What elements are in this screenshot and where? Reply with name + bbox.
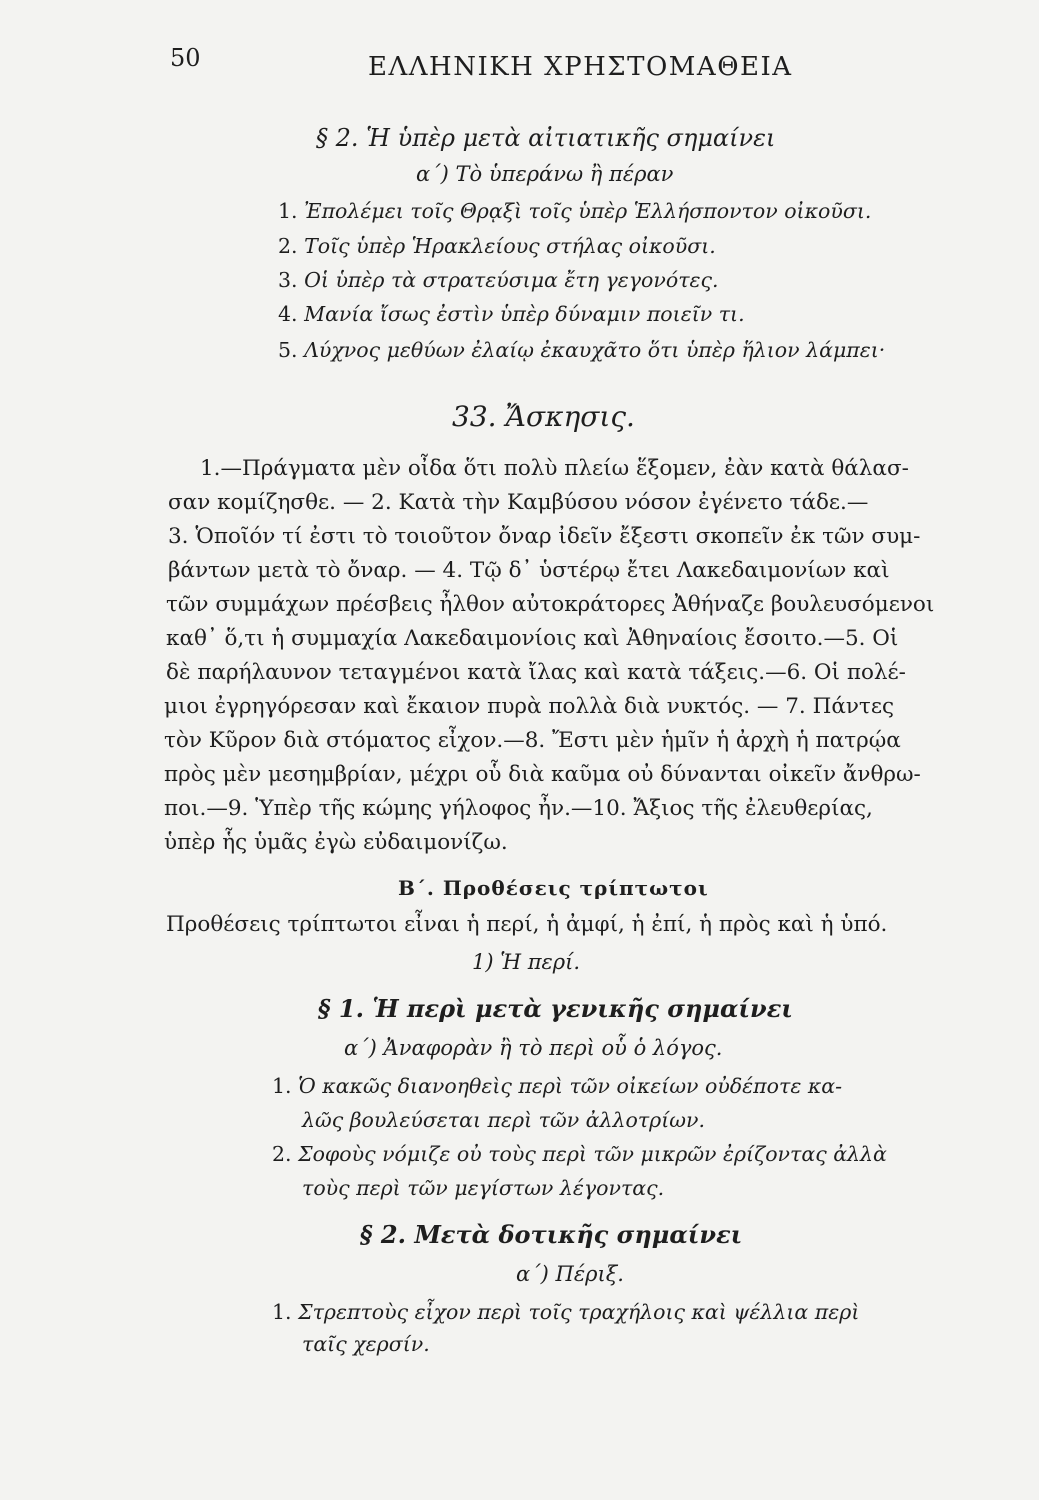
example-line: 4. Μανία ἴσως ἐστὶν ὑπὲρ δύναμιν ποιεῖν τι. xyxy=(278,302,745,326)
page-number: 50 xyxy=(170,44,201,72)
exercise-line: 1.—Πράγματα μὲν οἶδα ὅτι πολὺ πλείω ἕξομεν, ἐὰν κατὰ θάλασ- xyxy=(200,456,909,481)
exercise-line: ποι.—9. Ὑπὲρ τῆς κώμης γήλοφος ἦν.—10. Ἄξιος τῆς ἐλευθερίας, xyxy=(164,796,873,821)
section-heading-hyper: § 2. Ἡ ὑπὲρ μετὰ αἰτιατικῆς σημαίνει xyxy=(316,124,776,152)
example-line-continued: τοὺς περὶ τῶν μεγίστων λέγοντας. xyxy=(302,1176,665,1200)
subheading-peri-dative: α΄) Πέριξ. xyxy=(516,1262,624,1286)
example-line: 1. Στρεπτοὺς εἶχον περὶ τοῖς τραχήλοις καὶ ψέλλια περὶ xyxy=(272,1300,860,1324)
exercise-line: καθ᾽ ὅ,τι ἡ συμμαχία Λακεδαιμονίοις καὶ Ἀθηναίοις ἔσοιτο.—5. Οἱ xyxy=(166,626,899,651)
section-heading-peri-dative: § 2. Μετὰ δοτικῆς σημαίνει xyxy=(360,1220,743,1249)
running-title: ΕΛΛΗΝΙΚΗ ΧΡΗΣΤΟΜΑΘΕΙΑ xyxy=(368,52,793,82)
exercise-line: ὑπὲρ ἧς ὑμᾶς ἐγὼ εὐδαιμονίζω. xyxy=(164,830,508,855)
subheading-peri-genitive: α΄) Ἀναφορὰν ἢ τὸ περὶ οὗ ὁ λόγος. xyxy=(344,1036,723,1060)
example-line: 5. Λύχνος μεθύων ἐλαίῳ ἐκαυχᾶτο ὅτι ὑπὲρ ἥλιον λάμπει· xyxy=(278,338,886,362)
example-line: 3. Οἱ ὑπὲρ τὰ στρατεύσιμα ἔτη γεγονότες. xyxy=(278,268,719,292)
exercise-line: σαν κομίζησθε. — 2. Κατὰ τὴν Καμβύσου νόσον ἐγένετο τάδε.— xyxy=(168,490,869,515)
exercise-line: βάντων μετὰ τὸ ὄναρ. — 4. Τῷ δ᾽ ὑστέρῳ ἔτει Λακεδαιμονίων καὶ xyxy=(168,558,890,583)
example-line-continued: ταῖς χερσίν. xyxy=(302,1332,430,1356)
section-heading-peri-genitive: § 1. Ἡ περὶ μετὰ γενικῆς σημαίνει xyxy=(318,994,793,1023)
exercise-line: τῶν συμμάχων πρέσβεις ἦλθον αὐτοκράτορες Ἀθήναζε βουλευσόμενοι xyxy=(166,592,935,617)
exercise-line: μιοι ἐγρηγόρεσαν καὶ ἔκαιον πυρὰ πολλὰ διὰ νυκτός. — 7. Πάντες xyxy=(164,694,895,719)
part-b-subheading: 1) Ἡ περί. xyxy=(472,950,581,974)
exercise-line: πρὸς μὲν μεσημβρίαν, μέχρι οὗ διὰ καῦμα οὐ δύνανται οἰκεῖν ἄνθρω- xyxy=(164,762,921,787)
example-line: 2. Σοφοὺς νόμιζε οὐ τοὺς περὶ τῶν μικρῶν ἐρίζοντας ἀλλὰ xyxy=(272,1142,887,1166)
part-b-intro: Προθέσεις τρίπτωτοι εἶναι ἡ περί, ἡ ἀμφί, ἡ ἐπί, ἡ πρὸς καὶ ἡ ὑπό. xyxy=(166,912,888,937)
example-line-continued: λῶς βουλεύσεται περὶ τῶν ἀλλοτρίων. xyxy=(302,1108,705,1132)
part-b-heading: Β΄. Προθέσεις τρίπτωτοι xyxy=(398,876,709,900)
example-line: 1. Ὁ κακῶς διανοηθεὶς περὶ τῶν οἰκείων οὐδέποτε κα- xyxy=(272,1074,843,1098)
exercise-line: δὲ παρήλαυνον τεταγμένοι κατὰ ἴλας καὶ κατὰ τάξεις.—6. Οἱ πολέ- xyxy=(166,660,906,685)
exercise-line: 3. Ὁποῖόν τί ἐστι τὸ τοιοῦτον ὄναρ ἰδεῖν ἔξεστι σκοπεῖν ἐκ τῶν συμ- xyxy=(168,524,921,549)
exercise-line: τὸν Κῦρον διὰ στόματος εἶχον.—8. Ἔστι μὲν ἡμῖν ἡ ἀρχὴ ἡ πατρῴα xyxy=(164,728,901,753)
example-line: 2. Τοῖς ὑπὲρ Ἡρακλείους στήλας οἰκοῦσι. xyxy=(278,234,716,258)
exercise-title: 33. Ἄσκησις. xyxy=(452,400,635,433)
example-line: 1. Ἐπολέμει τοῖς Θρᾳξὶ τοῖς ὑπὲρ Ἑλλήσποντον οἰκοῦσι. xyxy=(278,199,872,223)
subheading-hyper: α΄) Τὸ ὑπεράνω ἢ πέραν xyxy=(416,162,674,186)
